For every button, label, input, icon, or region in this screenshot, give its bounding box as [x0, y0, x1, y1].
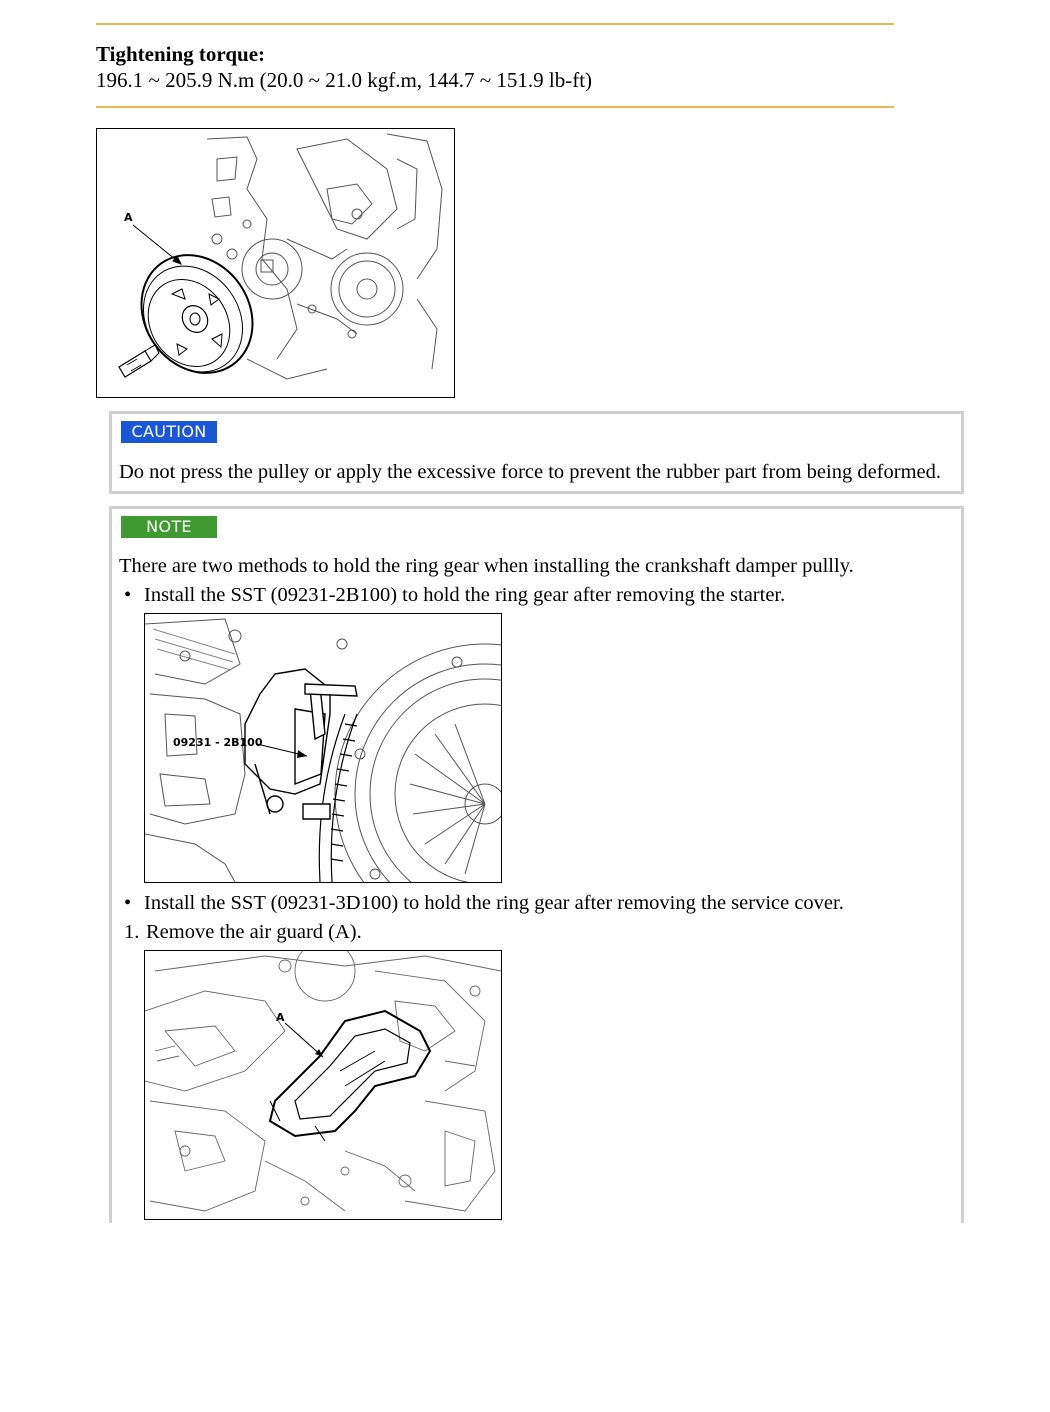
bullet-symbol: • — [124, 584, 132, 606]
bottom-rule — [96, 106, 894, 108]
step-1 — [124, 921, 362, 944]
note-bullet-1-text: Install the SST (09231-2B100) to hold the ring gear after removing the starter. — [144, 584, 786, 606]
figure3-label: A — [276, 1011, 285, 1024]
caution-badge: CAUTION — [121, 421, 217, 443]
caution-panel — [109, 411, 964, 494]
damper-pulley-figure — [96, 128, 455, 398]
air-guard-drawing — [145, 951, 501, 1219]
step-1-text: Remove the air guard (A). — [146, 921, 362, 943]
top-rule — [96, 23, 894, 25]
torque-title: Tightening torque: — [96, 42, 266, 66]
step-1-number: 1. — [124, 921, 140, 943]
figure2-label: 09231 - 2B100 — [173, 736, 263, 749]
damper-pulley-drawing — [97, 129, 454, 397]
caution-text: Do not press the pulley or apply the excessive force to prevent the rubber part from being deformed. — [119, 461, 942, 483]
sst-starter-drawing — [145, 614, 501, 882]
note-bullet-1 — [124, 584, 785, 607]
note-bullet-2-text: Install the SST (09231-3D100) to hold the ring gear after removing the service cover. — [144, 892, 844, 914]
note-badge: NOTE — [121, 516, 217, 538]
note-bullet-2 — [124, 892, 844, 915]
sst-starter-figure — [144, 613, 502, 883]
figure1-label: A — [124, 211, 133, 224]
bullet-symbol: • — [124, 892, 132, 914]
note-intro: There are two methods to hold the ring gear when installing the crankshaft damper pullly. — [119, 555, 854, 577]
air-guard-figure — [144, 950, 502, 1220]
note-panel — [109, 506, 964, 1223]
torque-value: 196.1 ~ 205.9 N.m (20.0 ~ 21.0 kgf.m, 144.7 ~ 151.9 lb-ft) — [96, 68, 593, 92]
